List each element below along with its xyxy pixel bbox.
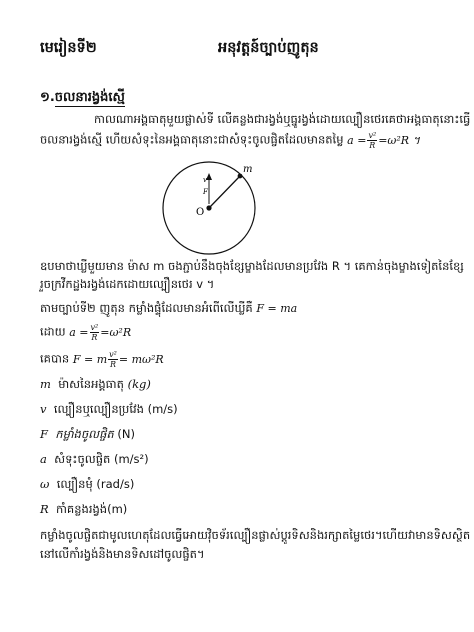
newton-law-line <box>40 300 297 317</box>
label-m: m <box>243 164 253 175</box>
definition-unit: (m) <box>107 502 128 516</box>
since-fraction <box>90 323 100 342</box>
newton-law-text: តាមច្បាប់ទី២ ញូតុន កម្លាំងផ្ទុំដែលមានអំពើលើឃ្លីគឺ <box>40 301 253 315</box>
example-line-1: ឧបមាថាឃ្លីមួយមាន ម៉ាស m ចងភ្ជាប់នឹងចុងខ្សែម្ខាងដែលមានប្រវែង R ។ គេកាន់ចុងម្ខាងទៀតនៃខ្សែ <box>40 259 464 273</box>
result-lhs: F = m <box>72 352 108 366</box>
definition-text: ល្បឿនមុំ <box>56 477 93 491</box>
definition-symbol: m <box>40 377 51 391</box>
intro-frac-den: R <box>369 141 376 150</box>
since-label: ដោយ <box>40 324 66 339</box>
definition-text: កាំគន្លងរង្វង់ <box>55 502 108 516</box>
definition-symbol: R <box>40 502 49 516</box>
result-fraction <box>108 350 118 369</box>
intro-line-1: កាលណាអង្គធាតុមួយផ្លាស់ទី លើគន្លងជារង្វង់ឬធ្នូរង្វង់ដោយល្បឿនថេរគេថាអង្គធាតុនោះធ្វើ <box>94 112 471 126</box>
definition-item <box>40 451 149 467</box>
definition-symbol: a <box>40 452 47 466</box>
since-formula <box>69 323 132 342</box>
definition-text: ម៉ាសនៃអង្គធាតុ <box>58 377 124 391</box>
definition-text: សំទុះចូលផ្ចិត <box>54 452 111 466</box>
lesson-title: អនុវត្តន៍ច្បាប់ញូតុន <box>218 40 319 56</box>
newton-formula: F = ma <box>256 302 298 315</box>
definition-unit: (rad/s) <box>96 477 135 491</box>
circular-motion-figure <box>160 158 270 258</box>
definition-unit: (N) <box>117 427 135 441</box>
center-point <box>206 205 211 210</box>
since-line <box>40 323 131 342</box>
section-number: ១. <box>40 90 55 105</box>
conclusion-line-1: កម្លាំងចូលផ្ចិតជាមូលហេតុដែលធ្វើអោយវ៉ិចទ័រល្បឿនផ្លាស់ប្តូរទិសនិងរក្សាតម្លៃថេរ។ហើយវាមានទិសស្ថិត <box>40 528 471 542</box>
definition-text: កម្លាំងចូលផ្ចិត <box>55 427 114 441</box>
since-frac-num: v² <box>90 323 99 332</box>
definition-symbol: ω <box>40 477 50 491</box>
definition-item <box>40 426 135 442</box>
definition-symbol: F <box>40 427 48 441</box>
definition-item <box>40 376 151 392</box>
result-frac-num: v² <box>109 350 117 359</box>
result-frac-den: R <box>109 360 117 369</box>
definition-unit: (m/s) <box>147 402 178 416</box>
example-line-2: រួចក្រវីកដ្ឋងរង្វង់ដេកដោយល្បឿនថេរ v ។ <box>40 277 215 291</box>
definition-unit: (m/s²) <box>113 452 149 466</box>
result-formula <box>72 350 164 369</box>
result-label: គេបាន <box>40 351 70 366</box>
label-v: v <box>203 176 207 184</box>
since-rhs: =ω²R <box>100 325 132 339</box>
intro-formula-lhs: a = <box>347 133 367 147</box>
intro-line-2 <box>40 131 420 150</box>
intro-line-2-text: ចលនារង្វង់ស្មើ ហើយសំទុះនៃអង្គធាតុនោះជាសំទុះចូលផ្ចិតដែលមានតម្លៃ <box>40 132 344 147</box>
mass-point <box>238 174 243 179</box>
definition-item <box>40 501 127 517</box>
since-lhs: a = <box>69 325 89 339</box>
intro-formula <box>347 131 420 150</box>
result-line <box>40 350 164 369</box>
result-rhs: = mω²R <box>118 352 164 366</box>
lesson-label: មេរៀនទី២ <box>40 40 97 56</box>
label-o: O <box>196 207 205 218</box>
section-heading <box>40 90 125 106</box>
definition-item <box>40 476 134 492</box>
since-frac-den: R <box>91 333 98 342</box>
intro-formula-rhs: =ω²R ។ <box>378 133 420 147</box>
intro-fraction <box>367 131 377 150</box>
definition-text: ល្បឿនឬល្បឿនប្រវែង <box>53 402 144 416</box>
definition-unit: (kg) <box>127 377 151 391</box>
section-title: ចលនារង្វង់ស្មើ <box>54 90 125 105</box>
conclusion-line-2: នៅលើកាំរង្វង់និងមានទិសដៅចូលផ្ចិត។ <box>40 547 205 561</box>
definition-item <box>40 401 178 417</box>
definition-symbol: v <box>40 402 47 416</box>
label-f: F <box>203 188 208 196</box>
radius-line <box>209 176 240 208</box>
intro-frac-num: v² <box>368 131 377 140</box>
